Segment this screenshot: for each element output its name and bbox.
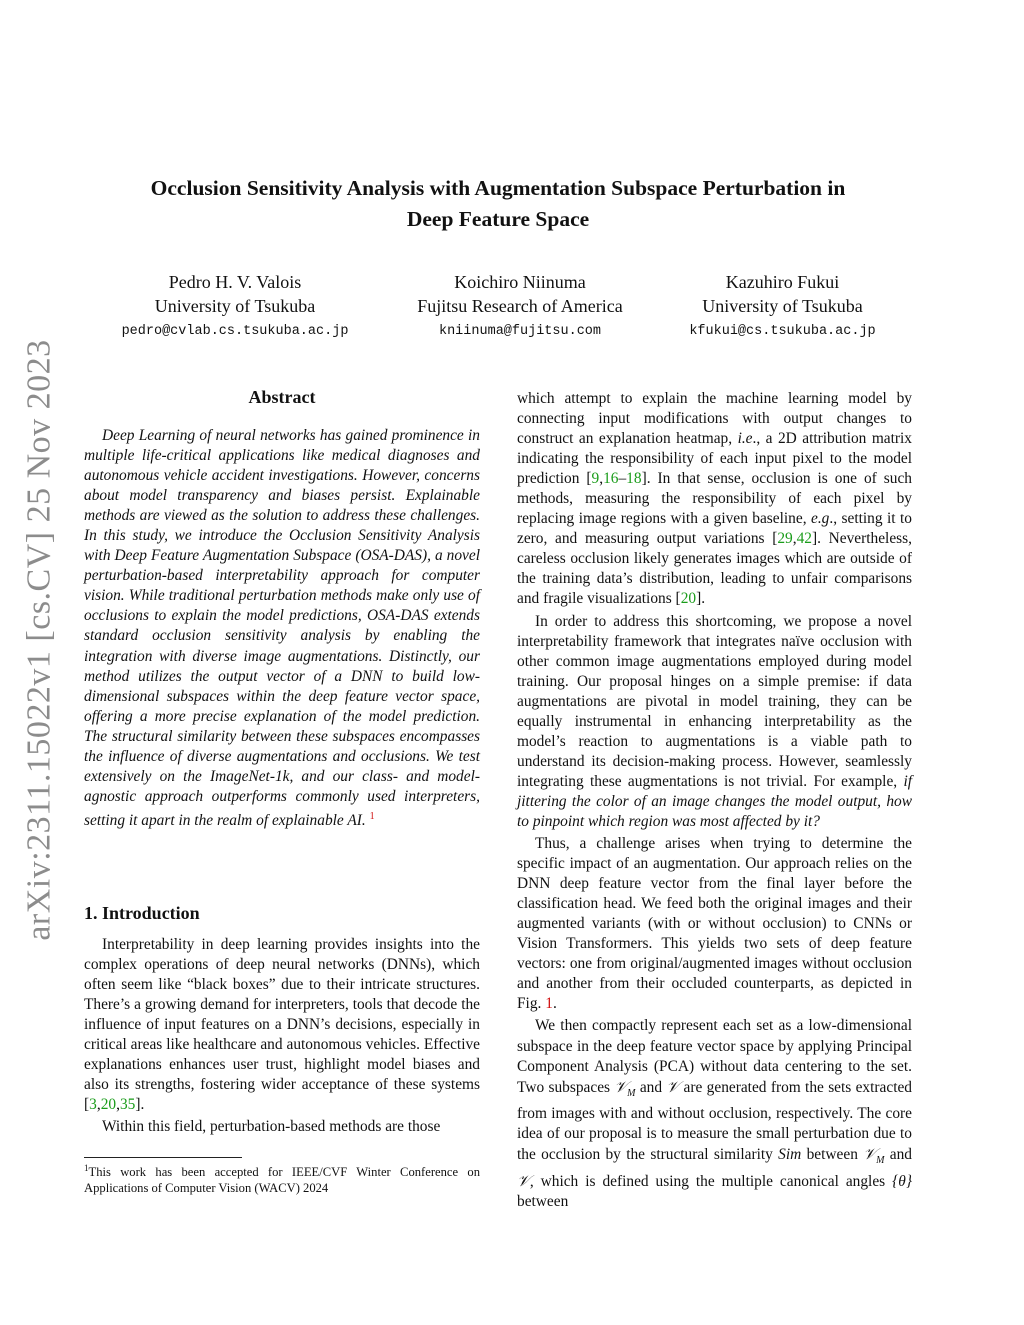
author-email: kniinuma@fujitsu.com xyxy=(438,324,602,339)
section-heading-introduction: 1. Introduction xyxy=(84,903,200,924)
math-symbol: {θ} xyxy=(892,1172,912,1190)
footnote-text: This work has been accepted for IEEE/CVF Winter Conference on Applications of Computer Vision (WACV) 2024 xyxy=(84,1165,480,1196)
intro-paragraph-1: Interpretability in deep learning provides insights into the complex operations of deep neural networks (DNNs), which often seem like “black boxes” due to their intricate structures. There’s a growing demand for interpreters, tools that decode the influence of input features on a DNN’s decisions, especially in critical areas like healthcare and autonomous vehicles. Effective explanations enhances user trust, highlight model biases and also its strengths, fostering wider acceptance of these systems [3,20,35]. xyxy=(84,936,480,1114)
math-symbol: 𝒱 xyxy=(666,1077,680,1096)
right-paragraph-2 xyxy=(517,612,912,833)
intro-p1-text: Interpretability in deep learning provides insights into the complex operations of deep neural networks (DNNs), which often seem like “black boxes” due to their intricate structures. There’s a growing demand for interpreters, tools that decode the influence of input features on a DNN’s decisions, especially in critical areas like healthcare and autonomous vehicles. Effective explanations enhances user trust, highlight model biases and also its strengths, fostering wider acceptance of these systems [ xyxy=(84,936,480,1114)
math-subscript: M xyxy=(627,1087,636,1099)
text-run: and xyxy=(635,1078,667,1096)
text-run: We then compactly represent each set as a low-dimensional subspace in the deep feature vector space by applying Principal Component Analysis (PCA) without data centering to the set. Two subspaces xyxy=(517,1017,912,1096)
math-symbol: 𝒱 xyxy=(863,1144,877,1163)
right-column xyxy=(517,389,912,1212)
footnote-marker[interactable]: 1 xyxy=(369,810,375,822)
citation-link[interactable]: 16 xyxy=(603,470,619,488)
author-affiliation: University of Tsukuba xyxy=(702,296,863,316)
paper-title xyxy=(90,173,906,235)
text-run: which attempt to explain the machine learning model by connecting input modifications with output changes to construct an explanation heatmap, xyxy=(517,390,912,448)
citation-link[interactable]: 42 xyxy=(796,530,812,548)
right-paragraph-1: which attempt to explain the machine learning model by connecting input modifications with output changes to construct an explanation heatmap, i.e., a 2D attribution matrix indicating the responsibility of each input pixel to the model prediction [9,16–18]. In that sense, occlusion is one of such methods, measuring the responsibility of each pixel by replacing image regions with a given baseline, e.g., setting it to zero, and measuring output variations [29,42]. Nevertheless, careless occlusion likely generates images which are outside of the training data’s distribution, leading to unfair comparisons and fragile visualizations [20]. xyxy=(517,390,913,608)
text-run: between xyxy=(517,1192,569,1210)
title-line-1: Occlusion Sensitivity Analysis with Augmentation Subspace Perturbation in xyxy=(150,176,846,200)
author-name: Pedro H. V. Valois xyxy=(168,272,302,292)
text-run: ]. In that sense, occlusion is one of such methods, measuring the responsibility of each pixel by replacing image regions with a given baseline, xyxy=(517,470,913,528)
text-run: and xyxy=(884,1145,912,1163)
abstract-text xyxy=(84,426,480,831)
math-symbol: Sim xyxy=(778,1145,802,1163)
author-name: Koichiro Niinuma xyxy=(454,272,586,292)
citation-link[interactable]: 3 xyxy=(89,1096,97,1114)
italic-eg: e.g xyxy=(811,510,830,528)
text-run: . xyxy=(552,995,557,1013)
italic-ie: i.e xyxy=(737,430,753,448)
author-block-1 xyxy=(110,270,360,344)
citation-link[interactable]: 29 xyxy=(777,530,793,548)
text-run: ]. Nevertheless, careless occlusion likely generates images which are outside of the training data’s distribution, leading to unfair comparisons and fragile visualizations [ xyxy=(517,530,912,608)
title-line-2: Deep Feature Space xyxy=(406,207,590,231)
italic-question: if jittering the color of an image changes the model output, how to pinpoint which region was most affected by it? xyxy=(517,772,912,830)
math-symbol: 𝒱 xyxy=(517,1171,530,1190)
text-run: between xyxy=(801,1145,864,1163)
right-paragraph-4 xyxy=(517,1016,912,1212)
author-affiliation: University of Tsukuba xyxy=(154,296,316,316)
footnote xyxy=(84,1160,480,1196)
text-run: – xyxy=(618,470,627,488)
author-affiliation: Fujitsu Research of America xyxy=(417,296,623,316)
author-email: pedro@cvlab.cs.tsukuba.ac.jp xyxy=(121,324,349,339)
citation-link[interactable]: 35 xyxy=(119,1096,136,1114)
author-name: Kazuhiro Fukui xyxy=(725,272,840,292)
arxiv-identifier xyxy=(10,340,70,940)
citation-link[interactable]: 20 xyxy=(680,590,697,608)
left-column xyxy=(84,385,480,1138)
intro-p1-end: ]. xyxy=(135,1096,145,1114)
author-block-2 xyxy=(395,270,645,344)
intro-paragraph-2: Within this field, perturbation-based methods are those xyxy=(102,1118,441,1136)
math-symbol: 𝒱 xyxy=(614,1077,628,1096)
text-run: , which is defined using the multiple canonical angles xyxy=(529,1172,893,1190)
text-run: ., a 2D attribution matrix indicating the responsibility of each input pixel to the model prediction [ xyxy=(517,430,912,488)
text-run: ., setting it to zero, and measuring output variations [ xyxy=(517,510,912,548)
text-run: are generated from the sets extracted from images with and without occlusion, respectively. The core idea of our proposal is to measure the small perturbation due to the occlusion by the structural similarity xyxy=(517,1078,912,1163)
text-run: Thus, a challenge arises when trying to determine the specific impact of an augmentation. Our approach relies on the DNN deep feature vector from the final layer before the classification head. We feed both the original images and their augmented variants (with or without occlusion) to CNNs or Vision Transformers. This yields two sets of deep feature vectors: one from original/augmented images without occlusion and another from their occluded counterparts, as depicted in Fig. xyxy=(517,835,912,1013)
citation-link[interactable]: 20 xyxy=(100,1096,117,1114)
author-block-3 xyxy=(665,270,900,344)
footnote-rule xyxy=(84,1157,242,1158)
arxiv-id-text: arXiv:2311.15022v1 [cs.CV] 25 Nov 2023 xyxy=(21,339,59,941)
citation-link[interactable]: 18 xyxy=(626,470,642,488)
figure-reference-link[interactable]: 1 xyxy=(545,995,553,1013)
abstract-heading: Abstract xyxy=(248,387,316,407)
citation-link[interactable]: 9 xyxy=(591,470,600,488)
right-paragraph-3 xyxy=(517,834,912,1014)
math-subscript: M xyxy=(876,1154,885,1166)
author-email: kfukui@cs.tsukuba.ac.jp xyxy=(689,324,876,339)
text-run: In order to address this shortcoming, we propose a novel interpretability framework that integrates naïve occlusion with other common image augmentations employed during model training. Our proposal hinges on a simple premise: if data augmentations are pivotal in model training, they can be equally instrumental in enhancing interpretability as the model’s reaction to augmentations is a viable path to understand its decision-making process. However, seamlessly integrating these augmentations is not trivial. For example, xyxy=(517,612,912,790)
abstract-body: Deep Learning of neural networks has gained prominence in multiple life-critical applications like medical diagnoses and autonomous vehicle accident investigations. However, concerns about model transparency and biases persist. Explainable methods are viewed as the solution to address these challenges. In this study, we introduce the Occlusion Sensitivity Analysis with Deep Feature Augmentation Subspace (OSA-DAS), a novel perturbation-based interpretability approach for computer vision. While traditional perturbation methods make only use of occlusions to explain the model predictions, OSA-DAS extends standard occlusion sensitivity analysis by enabling the integration with diverse image augmentations. Distinctly, our method utilizes the output vector of a DNN to build low-dimensional subspaces within the deep feature vector space, offering a more precise explanation of the model prediction. The structural similarity between these subspaces encompasses the influence of diverse augmentations and occlusions. We test extensively on the ImageNet-1k, and our class- and model-agnostic approach outperforms commonly used interpreters, setting it apart in the realm of explainable AI. xyxy=(84,427,480,830)
footnote-number: 1 xyxy=(84,1163,89,1173)
text-run: ]. xyxy=(696,590,706,608)
